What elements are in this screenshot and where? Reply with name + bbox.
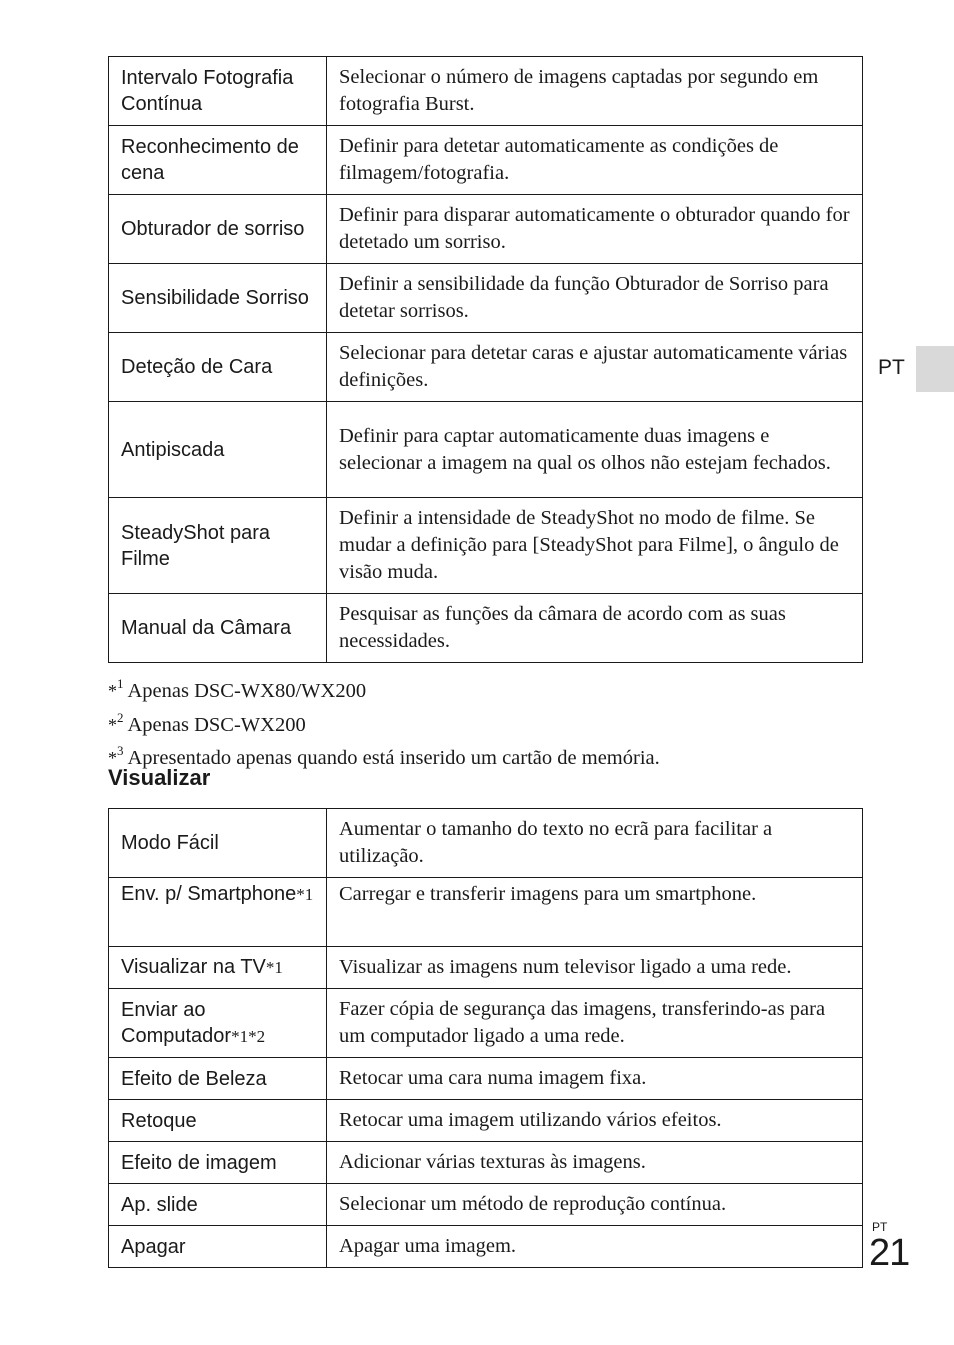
- setting-term: Intervalo Fotografia Contínua: [109, 57, 327, 126]
- table-row: [109, 809, 863, 878]
- table-row: [109, 402, 863, 498]
- view-term: [109, 809, 327, 878]
- footnote-number: 3: [117, 743, 124, 758]
- view-term: [109, 1226, 327, 1268]
- view-term-label: Efeito de Beleza: [121, 1067, 267, 1090]
- table-row: [109, 947, 863, 989]
- table-row: [109, 1184, 863, 1226]
- table-row: [109, 195, 863, 264]
- language-tab-marker: [916, 346, 954, 392]
- table-row: [109, 878, 863, 947]
- view-term: [109, 1142, 327, 1184]
- view-term: [109, 1100, 327, 1142]
- view-description: Visualizar as imagens num televisor ligado a uma rede.: [327, 947, 863, 989]
- page-language: PT: [872, 1220, 888, 1234]
- view-term-label: Ap. slide: [121, 1193, 198, 1216]
- setting-term: Obturador de sorriso: [109, 195, 327, 264]
- view-table: [108, 808, 863, 1268]
- table-row: [109, 1100, 863, 1142]
- view-description: Carregar e transferir imagens para um smartphone.: [327, 878, 863, 947]
- view-term: [109, 989, 327, 1058]
- footnotes: [108, 672, 660, 773]
- view-description: Fazer cópia de segurança das imagens, transferindo-as para um computador ligado a uma rede.: [327, 989, 863, 1058]
- footnote-marker: *: [108, 681, 117, 701]
- page-number: 21: [869, 1232, 910, 1274]
- setting-term: Reconhecimento de cena: [109, 126, 327, 195]
- table-row: [109, 1058, 863, 1100]
- section-heading: Visualizar: [108, 765, 211, 790]
- footnote-marker: *: [108, 714, 117, 735]
- footnote-ref: *1: [296, 885, 314, 904]
- table-row: [109, 1142, 863, 1184]
- setting-term: SteadyShot para Filme: [109, 498, 327, 594]
- view-term-label: Modo Fácil: [121, 832, 219, 854]
- footnote: [108, 706, 660, 740]
- table-row: [109, 264, 863, 333]
- table-row: [109, 1226, 863, 1268]
- table-row: [109, 498, 863, 594]
- table-row: [109, 126, 863, 195]
- footnote-ref: *1*2: [231, 1026, 266, 1046]
- footnote-number: 2: [117, 709, 124, 725]
- table-row: [109, 989, 863, 1058]
- setting-description: Definir a sensibilidade da função Obturador de Sorriso para detetar sorrisos.: [327, 264, 863, 333]
- language-tab-label: PT: [878, 356, 905, 379]
- view-term-label: Enviar ao Computador: [121, 998, 232, 1047]
- footnote-text: Apenas DSC-WX80/WX200: [127, 680, 367, 702]
- view-description: Aumentar o tamanho do texto no ecrã para facilitar a utilização.: [327, 809, 863, 878]
- footnote-text: Apenas DSC-WX200: [127, 713, 306, 736]
- setting-description: Definir para disparar automaticamente o obturador quando for detetado um sorriso.: [327, 195, 863, 264]
- view-description: Apagar uma imagem.: [327, 1226, 863, 1268]
- view-term: [109, 878, 327, 947]
- view-term-label: Visualizar na TV: [121, 956, 266, 978]
- setting-description: Pesquisar as funções da câmara de acordo com as suas necessidades.: [327, 594, 863, 663]
- setting-description: Selecionar para detetar caras e ajustar automaticamente várias definições.: [327, 333, 863, 402]
- setting-term: Antipiscada: [109, 402, 327, 498]
- setting-description: Definir para captar automaticamente duas imagens e selecionar a imagem na qual os olhos não estejam fechados.: [327, 402, 863, 498]
- view-description: Retocar uma imagem utilizando vários efeitos.: [327, 1100, 863, 1142]
- setting-description: Definir a intensidade de SteadyShot no modo de filme. Se mudar a definição para [SteadyShot para Filme], o ângulo de visão muda.: [327, 498, 863, 594]
- view-term-label: Apagar: [121, 1235, 186, 1258]
- view-term-label: Env. p/ Smartphone: [121, 883, 297, 905]
- table-row: [109, 57, 863, 126]
- view-description: Retocar uma cara numa imagem fixa.: [327, 1058, 863, 1100]
- setting-description: Selecionar o número de imagens captadas por segundo em fotografia Burst.: [327, 57, 863, 126]
- view-term: [109, 1184, 327, 1226]
- footnote-ref: *1: [265, 958, 283, 977]
- view-term: [109, 1058, 327, 1100]
- view-term-label: Efeito de imagem: [121, 1151, 277, 1174]
- table-row: [109, 594, 863, 663]
- settings-table: [108, 56, 863, 663]
- view-term: [109, 947, 327, 989]
- setting-term: Manual da Câmara: [109, 594, 327, 663]
- footnote: [108, 672, 660, 706]
- view-description: Selecionar um método de reprodução contínua.: [327, 1184, 863, 1226]
- setting-term: Deteção de Cara: [109, 333, 327, 402]
- view-description: Adicionar várias texturas às imagens.: [327, 1142, 863, 1184]
- setting-description: Definir para detetar automaticamente as condições de filmagem/fotografia.: [327, 126, 863, 195]
- view-term-label: Retoque: [121, 1109, 197, 1132]
- setting-term: Sensibilidade Sorriso: [109, 264, 327, 333]
- footnote-text: Apresentado apenas quando está inserido um cartão de memória.: [127, 747, 660, 769]
- footnote-number: 1: [117, 676, 124, 691]
- table-row: [109, 333, 863, 402]
- footnote-marker: *: [108, 748, 117, 768]
